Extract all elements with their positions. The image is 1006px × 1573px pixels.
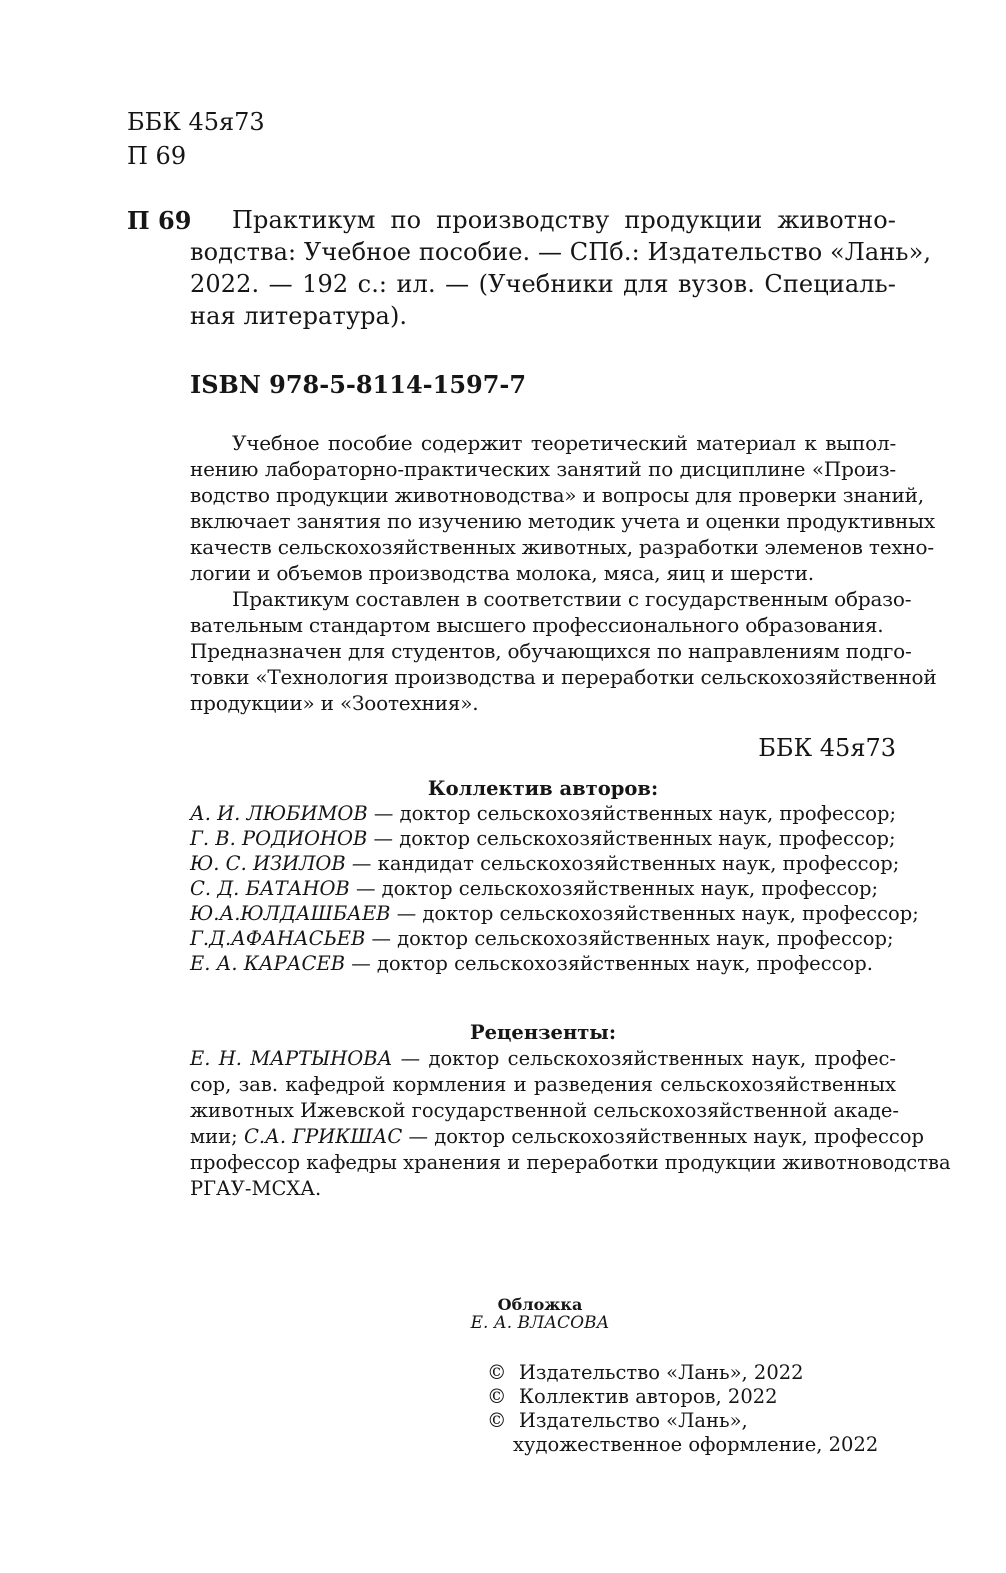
author-name: Е. А. КАРАСЕВ — [190, 952, 346, 975]
author-mark: П 69 — [127, 142, 187, 170]
copyright-icon: © — [487, 1361, 507, 1384]
author-name: Ю.А.ЮЛДАШБАЕВ — [190, 902, 391, 925]
bbk-code: ББК 45я73 — [127, 108, 265, 136]
abstract-line: продукции» и «Зоотехния». — [190, 691, 479, 715]
author-line — [190, 852, 899, 875]
entry-mark: П 69 — [127, 206, 192, 235]
author-role: — доктор сельскохозяйственных наук, профессор; — [365, 927, 894, 950]
isbn: ISBN 978-5-8114-1597-7 — [190, 370, 527, 399]
author-name: Г. В. РОДИОНОВ — [190, 827, 368, 850]
description-line: Практикум по производству продукции животно- — [232, 206, 896, 234]
author-role: — доктор сельскохозяйственных наук, профессор; — [390, 902, 919, 925]
abstract-line: логии и объемов производства молока, мяса, яиц и шерсти. — [190, 561, 814, 585]
authors-heading: Коллектив авторов: — [427, 777, 659, 800]
reviewer-text: — доктор сельскохозяйственных наук, профессор — [402, 1125, 925, 1148]
author-role: — доктор сельскохозяйственных наук, профессор; — [367, 827, 896, 850]
author-line — [190, 877, 878, 900]
reviewer-line — [190, 1125, 925, 1148]
abstract-line: Предназначен для студентов, обучающихся по направлениям подго- — [190, 639, 912, 663]
description-line: 2022. — 192 с.: ил. — (Учебники для вузов. Специаль- — [190, 270, 896, 298]
copyright-line — [487, 1409, 748, 1432]
copyright-line — [487, 1385, 778, 1408]
author-role: — доктор сельскохозяйственных наук, профессор; — [367, 802, 897, 825]
copyright-icon: © — [487, 1409, 507, 1432]
abstract-line: вательным стандартом высшего профессионального образования. — [190, 613, 884, 637]
author-line — [190, 952, 873, 975]
reviewer-name: С.А. ГРИКШАС — [243, 1125, 403, 1148]
copyright-text: Коллектив авторов, 2022 — [518, 1385, 778, 1408]
abstract-line: качеств сельскохозяйственных животных, разработки элеменов техно- — [190, 535, 934, 559]
reviewers-heading: Рецензенты: — [469, 1021, 617, 1044]
abstract-line: Практикум составлен в соответствии с государственным образо- — [232, 587, 912, 611]
cover-artist: Е. А. ВЛАСОВА — [470, 1313, 610, 1333]
reviewer-name: Е. Н. МАРТЫНОВА — [190, 1047, 393, 1070]
author-name: Г.Д.АФАНАСЬЕВ — [190, 927, 366, 950]
copyright-text: Издательство «Лань», — [518, 1409, 748, 1432]
reviewer-line: профессор кафедры хранения и переработки продукции животноводства — [190, 1151, 951, 1174]
reviewer-line: РГАУ-МСХА. — [190, 1177, 322, 1200]
cover-label: Обложка — [497, 1295, 583, 1314]
description-line: водства: Учебное пособие. — СПб.: Издательство «Лань», — [190, 238, 932, 266]
author-name: А. И. ЛЮБИМОВ — [190, 802, 368, 825]
copyright-text: Издательство «Лань», 2022 — [518, 1361, 804, 1384]
author-line — [190, 827, 896, 850]
abstract-line: товки «Технология производства и переработки сельскохозяйственной — [190, 665, 937, 689]
abstract-line: Учебное пособие содержит теоретический материал к выпол- — [232, 431, 896, 455]
bbk-code-bottom: ББК 45я73 — [758, 734, 896, 762]
abstract-line: включает занятия по изучению методик учета и оценки продуктивных — [190, 509, 935, 533]
description-line: ная литература). — [190, 302, 408, 330]
reviewer-text: — доктор сельскохозяйственных наук, профес- — [392, 1047, 896, 1070]
reviewer-line — [190, 1047, 896, 1070]
author-name: С. Д. БАТАНОВ — [190, 877, 350, 900]
copyright-icon: © — [487, 1385, 507, 1408]
reviewer-text: мии; — [190, 1125, 244, 1148]
author-line — [190, 902, 919, 925]
reviewer-line: животных Ижевской государственной сельскохозяйственной акаде- — [190, 1099, 899, 1122]
author-role: — доктор сельскохозяйственных наук, профессор. — [345, 952, 873, 975]
author-line — [190, 802, 896, 825]
reviewer-line: сор, зав. кафедрой кормления и разведения сельскохозяйственных — [190, 1073, 896, 1096]
author-name: Ю. С. ИЗИЛОВ — [190, 852, 346, 875]
copyright-line — [487, 1361, 804, 1384]
author-line — [190, 927, 894, 950]
author-role: — кандидат сельскохозяйственных наук, профессор; — [345, 852, 900, 875]
copyright-text: художественное оформление, 2022 — [513, 1433, 879, 1456]
abstract-line: водство продукции животноводства» и вопросы для проверки знаний, — [190, 483, 924, 507]
author-role: — доктор сельскохозяйственных наук, профессор; — [349, 877, 879, 900]
abstract-line: нению лабораторно-практических занятий по дисциплине «Произ- — [190, 457, 896, 481]
